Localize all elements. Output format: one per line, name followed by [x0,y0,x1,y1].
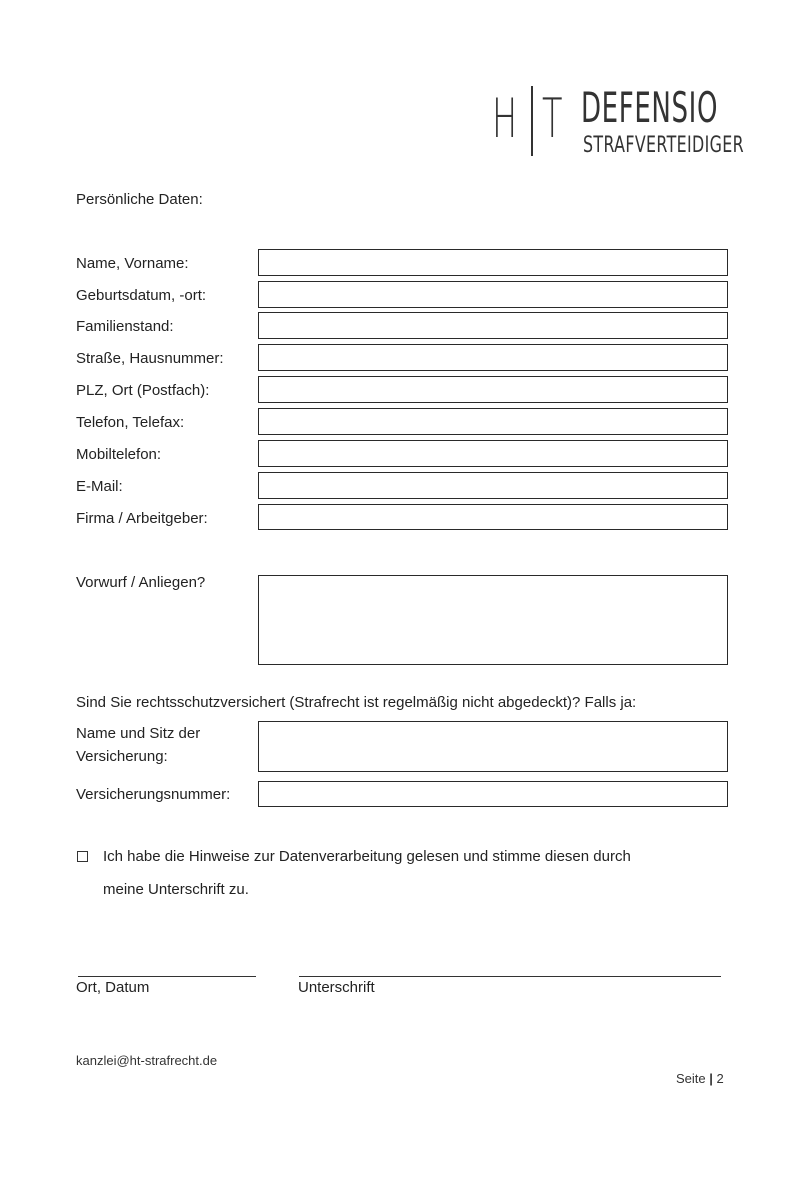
label-mobile: Mobiltelefon: [76,446,162,463]
logo-subtitle: STRAFVERTEIDIGER [583,133,745,158]
label-employer: Firma / Arbeitgeber: [76,510,208,527]
logo-divider [531,86,533,156]
concern-textarea[interactable] [258,575,728,665]
place-date-label: Ort, Datum [76,979,150,996]
phone-field[interactable] [258,408,728,435]
consent-text-line2: meine Unterschrift zu. [103,881,249,898]
label-concern: Vorwurf / Anliegen? [76,574,206,591]
name-field[interactable] [258,249,728,276]
label-postal-city: PLZ, Ort (Postfach): [76,382,210,399]
label-name: Name, Vorname: [76,255,189,272]
postal-city-field[interactable] [258,376,728,403]
signature-label: Unterschrift [298,979,375,996]
consent-text-line1: Ich habe die Hinweise zur Datenverarbeitung gelesen und stimme diesen durch [103,848,631,865]
marital-status-field[interactable] [258,312,728,339]
email-field[interactable] [258,472,728,499]
mobile-field[interactable] [258,440,728,467]
logo-name: DEFENSIO [581,83,719,132]
page-label: Seite [676,1071,706,1086]
label-insurance-number: Versicherungsnummer: [76,786,231,803]
page-separator: | [709,1071,713,1086]
insurance-question: Sind Sie rechtsschutzversichert (Strafrecht ist regelmäßig nicht abgedeckt)? Falls ja: [76,694,637,711]
street-field[interactable] [258,344,728,371]
label-birth: Geburtsdatum, -ort: [76,287,207,304]
section-title: Persönliche Daten: [76,191,203,208]
insurance-number-field[interactable] [258,781,728,807]
page-indicator [676,1070,724,1088]
label-phone: Telefon, Telefax: [76,414,185,431]
footer-email: kanzlei@ht-strafrecht.de [76,1053,218,1068]
label-marital-status: Familienstand: [76,318,174,335]
consent-checkbox[interactable] [77,851,88,862]
label-insurance-name-line2: Versicherung: [76,748,168,765]
employer-field[interactable] [258,504,728,530]
birth-field[interactable] [258,281,728,308]
label-email: E-Mail: [76,478,123,495]
label-street: Straße, Hausnummer: [76,350,224,367]
logo-initial-t: T [542,87,563,150]
page-number: 2 [716,1071,724,1086]
logo-initial-h: H [492,87,518,150]
insurance-name-field[interactable] [258,721,728,772]
label-insurance-name-line1: Name und Sitz der [76,725,201,742]
